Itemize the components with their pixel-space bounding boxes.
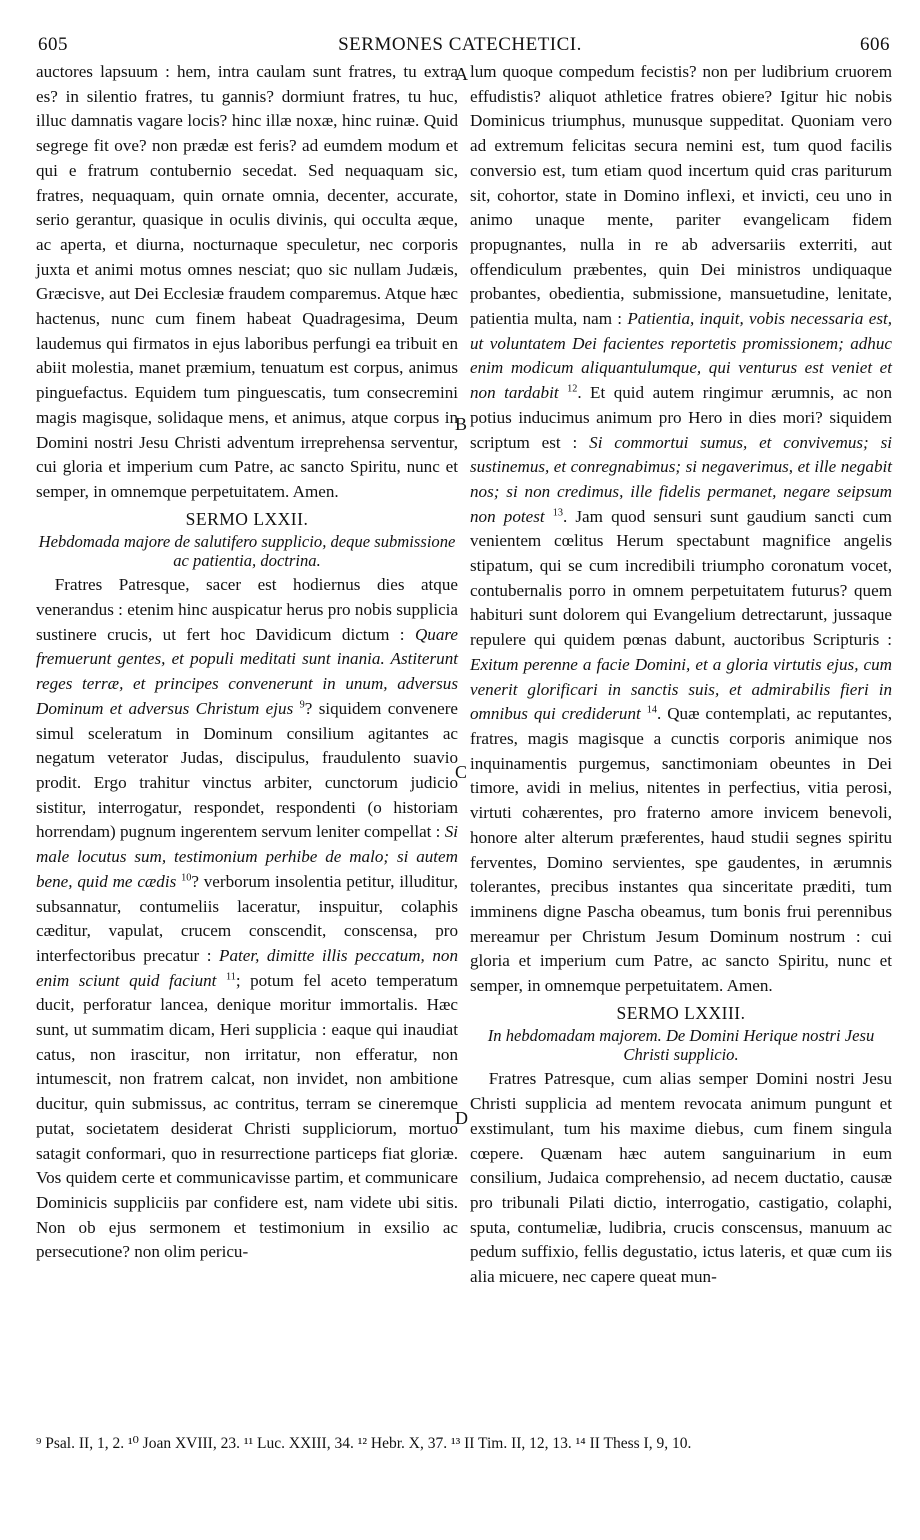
- left-column: [36, 60, 458, 1265]
- paragraph: auctores lapsuum : hem, intra caulam sunt fratres, tu extra es? in silentio fratres, tu gannis? dormiunt fratres, tu huc, illuc damnatis vagare locis? hinc illæ noxæ, hinc ruinæ. Quid segrege fit ove? non prædæ est feris? ad eumdem modum et qui e fratrum contubernio secedat. Sed nequaquam sic, fratres, nequaquam, quin ornate omnia, decenter, accurate, serio gerantur, quasique in oculis divinis, qui occulta æque, ac aperta, et diurna, nocturnaque speculetur, nec corporis juxta et animi motus omnes nesciat; quo sic nullam Judæis, Græcisve, aut Dei Ecclesiæ fraudem comparemus. Atque hæc hactenus, nunc cum finem habeat Quadragesima, Deum laudemus qui firmatos in ejus laboribus perfungi ea tribuit en abiit molestia, manet præmium, tenuatum est corpus, animus pinguefactus. Equidem tum pinguescatis, tum consecremini magis magisque, solidaque mens, et animus, atque corpus in Domini nostri Jesu Christi adventum irreprehensa serventur, cui gloria et imperium cum Patre, ac sancto Spiritu, nunc et semper, in omnemque perpetuitatem. Amen.: [36, 62, 458, 501]
- page-number-right: 606: [860, 34, 890, 55]
- sermon-heading: SERMO LXXII.: [185, 508, 309, 529]
- page-number-left: 605: [38, 34, 68, 55]
- sermon-heading: SERMO LXXIII.: [616, 1002, 746, 1023]
- sermon-subtitle: In hebdomadam majorem. De Domini Herique nostri Jesu Christi supplicio.: [487, 1026, 875, 1065]
- footnotes: ⁹ Psal. II, 1, 2. ¹⁰ Joan XVIII, 23. ¹¹ Luc. XXIII, 34. ¹² Hebr. X, 37. ¹³ II Tim. II, 12, 13. ¹⁴ II Thess I, 9, 10.: [36, 1435, 692, 1452]
- margin-marker-b: B: [455, 414, 468, 434]
- sermon-subtitle: Hebdomada majore de salutifero supplicio, deque submissione ac patientia, doctrina.: [38, 532, 456, 571]
- paragraph: Fratres Patresque, cum alias semper Domini nostri Jesu Christi supplicia ad mentem revocata animum pungunt et exstimulant, tum his maxime diebus, cum finem singula cœpere. Quænam hæc autem sanguinarium in eum consilium, Judaica comprehensio, ad necem ductatio, causæ pro tribunali Pilati dictio, interrogatio, castigatio, colaphi, sputa, contumeliæ, ludibria, crucis conscensus, manuum ac pedum suffixio, fellis degustatio, ictus lateris, et quæ cum iis alia micuere, nec capere queat mun-: [470, 1069, 892, 1287]
- margin-marker-c: C: [455, 762, 468, 782]
- margin-marker-a: A: [455, 64, 468, 84]
- running-title: SERMONES CATECHETICI.: [338, 34, 582, 55]
- paragraph: Fratres Patresque, sacer est hodiernus dies atque venerandus : etenim hinc auspicatur herus pro nobis supplicia sustinere crucis, ut fert hoc Davidicum dictum : Quare fremuerunt gentes, et populi meditati sunt inania. Astiterunt reges terræ, et principes convenerunt in unum, adversus Dominum et adversus Christum ejus $^9$? siquidem convenere simul sceleratum in Dominum consilium agitantes ac negatum veterator Judas, discipulus, fraudulento suavio prodit. Ergo trahitur vinctus arbiter, cunctorum judicio sistitur, interrogatur, respondet, respondenti (o historiam horrendam) pugnum ingerentem servum leniter compellat : Si male locutus sum, testimonium perhibe de malo; si autem bene, quid me cædis $^{10}$? verborum insolentia petitur, illuditur, subsannatur, contumeliis laceratur, inspuitur, colaphis cæditur, vapulat, crucem conscendit, conscensa, pro interfectoribus precatur : Pater, dimitte illis peccatum, non enim sciunt quid faciunt $^{11}$; potum fel aceto temperatum ducit, perforatur lancea, denique moritur immortalis. Hæc sunt, ut summatim dicam, Heri supplicia : eaque qui inaudiat catus, non irascitur, non irritatur, non efferatur, non intumescit, non fratrem calcat, non invidet, non ambitione ducitur, quin submissus, ac contritus, terram se cineremque putat, societatem desiderat Christi suppliciorum, mortuo satagit conformari, quo in resurrectione particeps fiat gloriæ. Vos quidem certe et communicavisse partim, et communicare Dominicis suppliciis par confidere est, nam videte ubi sitis. Non ob ejus sermonem et testimonium in exsilio ac persecutione? non olim pericu-: [36, 575, 459, 1262]
- paragraph: lum quoque compedum fecistis? non per ludibrium cruorem effudistis? aliquot athletice fratres obiere? Igitur hic nobis Dominicus triumphus, munusque suppeditat. Quoniam vero ad extremum felicitas secura nemini est, tum quod facilis conversio est, tum etiam quod incertum quid cras pariturum sit, cohortor, state in Domino inflexi, et invicti, ceu uno in animo unaque mente, pariter evangelicam fidem propugnantes, nulla in re ab adversariis exterriti, aut offendiculum præbentes, quin Dei ministros undiquaque probantes, obedientia, submissione, mansuetudine, lenitate, patientia multa, nam : Patientia, inquit, vobis necessaria est, ut voluntatem Dei facientes reportetis promissionem; adhuc enim modicum aliquantulumque, qui venturus est veniet et non tardabit $^{12}$. Et quid autem ringimur ærumnis, ac non potius inducimus animum pro Hero in dies mori? siquidem scriptum est : Si commortui sumus, et convivemus; si sustinemus, et conregnabimus; si negaverimus, et ille negabit nos; si non credimus, ille fidelis permanet, negare seipsum non potest $^{13}$. Jam quod sensuri sunt gaudium sancti cum venientem cœlitus Herum spectabunt magnifice angelis stipatum, qui se cum incredibili triumpho coronatum vocet, contubernalis porro in omnem perpetuitatem futurus? quem habituri sunt dolorem qui Evangelium detrectarunt, jussaque repulere qui quidem pœnas dabunt, auctoribus Scripturis : Exitum perenne a facie Domini, et a gloria virtutis ejus, cum venerit glorificari in sanctis suis, et admirabilis fieri in omnibus qui crediderunt $^{14}$. Quæ contemplati, ac reputantes, fratres, magis magisque a cunctis corporis animique nos inquinamentis purgemus, sanctimoniam obeuntes in Dei timore, avidi in melius, nitentes in perfectius, vitia perosi, virtuti cohærentes, pro fraterno amore invicem benevoli, honore alter alterum præferentes, haud studii segnes spiritu ferventes, Domino servientes, spe gaudentes, in ærumnis tolerantes, precibus instantes qua sinceritate præditi, tum imminens digne Pascha obeamus, tum bonis frui perennibus mereamur per Christum Jesum Dominum nostrum : cui gloria et imperium cum Patre, ac sancto Spiritu, nunc et semper, in omnemque perpetuitatem. Amen.: [470, 62, 893, 996]
- right-column: [470, 60, 892, 1290]
- margin-marker-d: D: [455, 1108, 468, 1128]
